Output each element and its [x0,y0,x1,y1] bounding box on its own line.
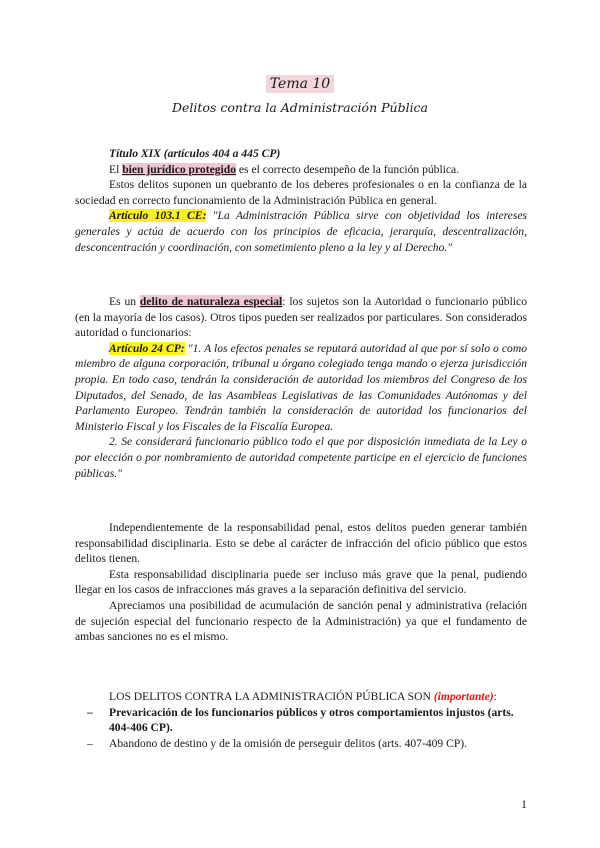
section-naturaleza-especial [75,294,527,481]
label-art-24: Artículo 24 CP: [109,341,185,355]
section-responsabilidad [75,520,527,645]
list-item: – Prevaricación de los funcionarios públicos y otros comportamientos injustos (arts. 404-406 CP). [75,705,527,736]
label-art-103: Artículo 103.1 CE: [109,209,207,223]
paragraph-art-24-2: 2. Se considerará funcionario público todo el que por disposición inmediata de la Ley o por elección o por nombramiento de autoridad competente participe en el ejercicio de funciones públicas." [75,435,527,480]
paragraph-responsabilidad-2: Esta responsabilidad disciplinaria puede ser incluso más grave que la penal, pudiendo llegar en los casos de infracciones más graves a la separación definitiva del servicio. [75,567,527,597]
important-note: (importante) [433,690,494,703]
section-heading: Título XIX (artículos 404 a 445 CP) [109,147,281,160]
list-item: – Abandono de destino y de la omisión de perseguir delitos (arts. 407-409 CP). [75,736,527,752]
paragraph-art-24: Artículo 24 CP: "1. A los efectos penales se reputará autoridad al que por sí solo o como miembro de alguna corporación, tribunal u órgano colegiado tenga mando o ejerza jurisdicción propia. En todo caso, tendrán la consideración de autoridad los miembros del Congreso de los Diputados, del Senado, de las Asambleas Legislativas de las Comunidades Autónomas y del Parlamento Europeo. Tendrán también la consideración de autoridad los funcionarios del Ministerio Fiscal y los Fiscales de la Fiscalía Europea. [75,341,527,433]
paragraph-art-103: Artículo 103.1 CE: "La Administración Pública sirve con objetividad los intereses generales y actúa de acuerdo con los principios de eficacia, jerarquía, descentralización, desconcentración y coordinación, con sometimiento pleno a la ley y al Derecho." [75,209,527,254]
paragraph-naturaleza-especial: Es un delito de naturaleza especial: los sujetos son la Autoridad o funcionario público (en la mayoría de los casos). Otros tipos pueden ser realizados por particulares. Son considerados autoridad o funcionarios: [75,295,527,340]
highlight-naturaleza-especial: delito de naturaleza especial [139,295,283,308]
page-number: 1 [521,797,527,811]
list-intro: LOS DELITOS CONTRA LA ADMINISTRACIÓN PÚBLICA SON (importante): [109,690,497,703]
paragraph-responsabilidad-1: Independientemente de la responsabilidad penal, estos delitos pueden generar también responsabilidad disciplinaria. Esto se debe al carácter de infracción del oficio público que estos delitos tienen. [75,521,527,566]
paragraph-quebranto: Estos delitos suponen un quebranto de los deberes profesionales o en la confianza de la sociedad en correcto funcionamiento de la Administración Pública en general. [75,178,527,207]
page-subtitle: Delitos contra la Administración Pública [171,100,429,115]
paragraph-responsabilidad-3: Apreciamos una posibilidad de acumulación de sanción penal y administrativa (relación de sujeción especial del funcionario respecto de la Administración) ya que el fundamento de ambas sanciones no es el mismo. [75,598,527,644]
section-delitos-list [75,689,527,751]
highlight-bien-juridico: bien jurídico protegido [122,162,237,176]
delitos-list [75,705,527,752]
paragraph-bien-juridico: El bien jurídico protegido es el correcto desempeño de la función pública. [109,162,460,176]
page-title: Tema 10 [0,76,600,92]
section-title-xix [75,146,527,255]
